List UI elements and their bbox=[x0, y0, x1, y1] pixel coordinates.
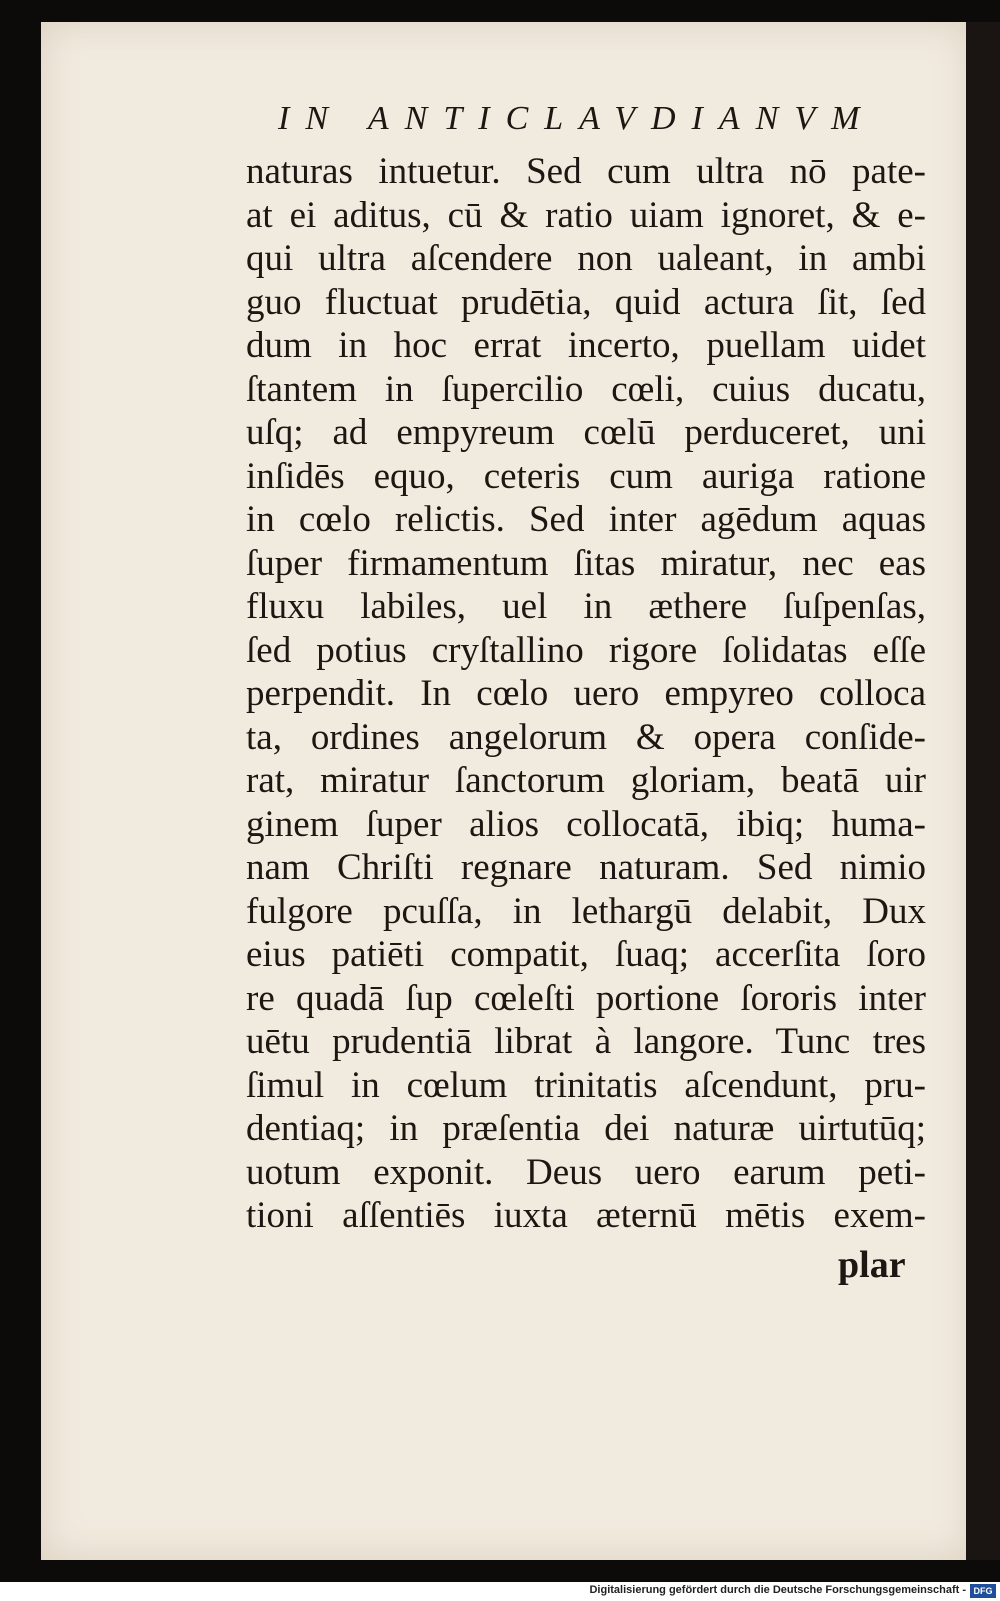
footer-bar bbox=[0, 1582, 1000, 1601]
text-line: perpendit. In cœlo uero empyreo colloca bbox=[246, 673, 926, 714]
text-line: ſed potius cryſtallino rigore ſolidatas eſſe bbox=[246, 629, 926, 671]
text-line: ſuper firmamentum ſitas miratur, nec eas bbox=[246, 542, 926, 584]
text-line: dentiaq; in præſentia dei naturæ uirtutūq; bbox=[246, 1108, 926, 1149]
text-line: uētu prudentiā librat à langore. Tunc tres bbox=[246, 1021, 926, 1062]
catchword: plar bbox=[838, 1244, 906, 1286]
text-line: rat, miratur ſanctorum gloriam, beatā uir bbox=[246, 760, 926, 801]
text-line: qui ultra aſcendere non ualeant, in ambi bbox=[246, 238, 926, 279]
text-line: eius patiēti compatit, ſuaq; accerſita ſoro bbox=[246, 934, 926, 975]
text-line: inſidēs equo, ceteris cum auriga ratione bbox=[246, 455, 926, 497]
text-line: fluxu labiles, uel in æthere ſuſpenſas, bbox=[246, 586, 926, 627]
text-line: uſq; ad empyreum cœlū perduceret, uni bbox=[246, 412, 926, 453]
text-line: naturas intuetur. Sed cum ultra nō pate- bbox=[246, 151, 926, 192]
text-line: ginem ſuper alios collocatā, ibiq; huma- bbox=[246, 803, 926, 845]
text-line: tioni aſſentiēs iuxta æternū mētis exem- bbox=[246, 1195, 926, 1236]
text-line: nam Chriſti regnare naturam. Sed nimio bbox=[246, 847, 926, 888]
text-line: dum in hoc errat incerto, puellam uidet bbox=[246, 325, 926, 366]
text-line: guo fluctuat prudētia, quid actura ſit, ſed bbox=[246, 281, 926, 323]
text-line: at ei aditus, cū & ratio uiam ignoret, & e- bbox=[246, 194, 926, 236]
text-line: in cœlo relictis. Sed inter agēdum aquas bbox=[246, 499, 926, 540]
dfg-logo: DFG bbox=[970, 1584, 996, 1598]
text-line: ſimul in cœlum trinitatis aſcendunt, pru- bbox=[246, 1064, 926, 1106]
text-line: fulgore pcuſſa, in lethargū delabit, Dux bbox=[246, 890, 926, 932]
page-edge bbox=[966, 22, 1000, 1560]
text-line: ſtantem in ſupercilio cœli, cuius ducatu, bbox=[246, 368, 926, 410]
funding-credit: Digitalisierung gefördert durch die Deutsche Forschungsgemeinschaft - bbox=[589, 1584, 966, 1596]
text-line: re quadā ſup cœleſti portione ſororis inter bbox=[246, 977, 926, 1019]
text-line: ta, ordines angelorum & opera conſide- bbox=[246, 716, 926, 758]
running-header: IN ANTICLAVDIANVM bbox=[278, 100, 876, 137]
text-line: uotum exponit. Deus uero earum peti- bbox=[246, 1151, 926, 1193]
page-body-text bbox=[246, 150, 926, 1238]
